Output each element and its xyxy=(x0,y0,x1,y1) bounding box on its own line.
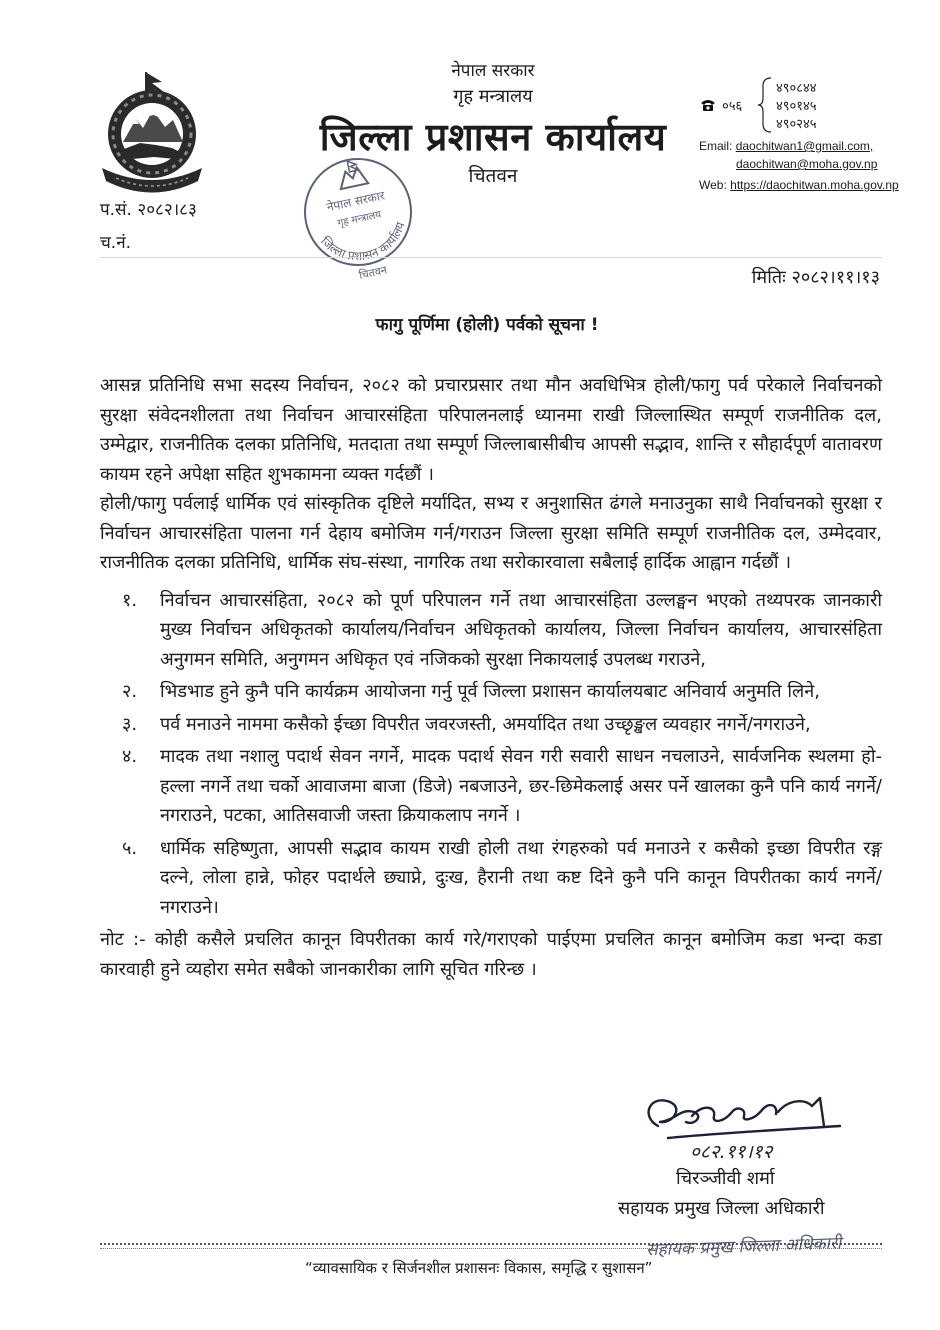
phone-number: ४९०८४४ xyxy=(776,81,817,96)
seal-line-district: चितवन xyxy=(357,263,389,283)
list-item-text: पर्व मनाउने नाममा कसैको ईच्छा विपरीत जवरजस्ती, अमर्यादित तथा उच्छृङ्खल व्यवहार नगर्ने/नगराउने, xyxy=(160,713,811,735)
web-line xyxy=(699,178,899,192)
note-paragraph: नोट :- कोही कसैले प्रचलित कानून विपरीतका कार्य गरे/गराएको पाईएमा प्रचलित कानून बमोजिम कडा भन्दा कडा कारवाही हुने व्यहोरा समेत सबैको जानकारीका लागि सूचित गरिन्छ । xyxy=(100,929,882,980)
office-name: जिल्ला प्रशासन कार्यालय xyxy=(319,115,667,159)
district-name: चितवन xyxy=(468,165,518,187)
list-item xyxy=(100,834,882,923)
header-divider xyxy=(100,257,882,258)
signatory-designation: सहायक प्रमुख जिल्ला अधिकारी xyxy=(618,1198,825,1219)
signatory-name: चिरञ्जीवी शर्मा xyxy=(676,1168,775,1189)
list-item-text: भिडभाड हुने कुनै पनि कार्यक्रम आयोजना गर्नु पूर्व जिल्ला प्रशासन कार्यालयबाट अनिवार्य अनुमति लिने, xyxy=(160,681,820,702)
nepal-emblem-icon xyxy=(94,70,210,194)
list-item-text: निर्वाचन आचारसंहिता, २०८२ को पूर्ण परिपालन गर्ने तथा आचारसंहिता उल्लङ्घन भएको तथ्यपरक जानकारी मुख्य निर्वाचन अधिकृतको कार्यालय/निर्वाचन अधिकृतको कार्यालय, जिल्ला निर्वाचन कार्यालय, आचारसंहिता अनुगमन समिति, अनुगमन अधिकृत एवं नजिकको सुरक्षा निकायलाई उपलब्ध गराउने, xyxy=(160,589,882,670)
appeal-paragraph: होली/फागु पर्वलाई धार्मिक एवं सांस्कृतिक दृष्टिले मर्यादित, सभ्य र अनुशासित ढंगले मनाउनुका साथै निर्वाचनको सुरक्षा र निर्वाचन आचारसंहिता पालना गर्न देहाय बमोजिम गर्न/गराउन जिल्ला सुरक्षा समिति सम्पूर्ण राजनीतिक दल, उम्मेदवार, राजनीतिक दलका प्रतिनिधि, धार्मिक संघ-संस्था, नागरिक तथा सरोकारवाला सबैलाई हार्दिक आह्वान गर्दछौं । xyxy=(100,493,882,573)
list-item xyxy=(100,586,882,675)
dispatch-number: च.नं. xyxy=(100,233,132,253)
seal-line-ministry: गृह मन्त्रालय xyxy=(336,209,383,230)
phone-number: ४९०२४५ xyxy=(776,117,817,132)
email-link-primary[interactable]: daochitwan1@gmail.com, xyxy=(735,139,874,153)
list-item xyxy=(100,710,882,740)
office-seal xyxy=(288,150,433,285)
list-item xyxy=(100,742,882,831)
phone-icon xyxy=(700,98,716,112)
ministry-name: गृह मन्त्रालय xyxy=(453,86,533,107)
brace-icon xyxy=(757,76,773,134)
reference-number: प.सं. २०८२।८३ xyxy=(100,200,197,220)
designation-stamp: सहायक प्रमुख जिल्ला अधिकारी xyxy=(645,1233,842,1261)
web-label: Web: xyxy=(699,178,727,192)
list-item-number: ४. xyxy=(122,746,138,767)
government-name: नेपाल सरकार xyxy=(451,61,535,81)
list-item-text: धार्मिक सहिष्णुता, आपसी सद्भाव कायम राखी होली तथा रंगहरुको पर्व मनाउने र कसैको इच्छा विपरीत रङ्ग दल्ने, लोला हान्ने, फोहर पदार्थले छ्याप्ने, दुःख, हैरानी तथा कष्ट दिने कुनै पनि कानून विपरीतका कार्य नगर्ने/नगराउने। xyxy=(160,837,882,918)
signature-stroke xyxy=(692,1105,776,1121)
signature-stroke xyxy=(649,1100,699,1126)
intro-paragraph: आसन्न प्रतिनिधि सभा सदस्य निर्वाचन, २०८२ को प्रचारप्रसार तथा मौन अवधिभित्र होली/फागु पर्व परेकाले निर्वाचनको सुरक्षा संवेदनशीलता तथा निर्वाचन आचारसंहिता परिपालनलाई ध्यानमा राखी जिल्लास्थित सम्पूर्ण राजनीतिक दल, उम्मेद्वार, राजनीतिक दलका प्रतिनिधि, मतदाता तथा सम्पूर्ण जिल्लाबासीबीच आपसी सद्भाव, शान्ति र सौहार्दपूर्ण वातावरण कायम रहने अपेक्षा सहित शुभकामना व्यक्त गर्दछौं । xyxy=(100,375,882,485)
email-label: Email: xyxy=(699,139,733,153)
email-link-secondary[interactable]: daochitwan@moha.gov.np xyxy=(736,157,878,171)
signature-stroke xyxy=(778,1098,824,1126)
website-link[interactable]: https://daochitwan.moha.gov.np xyxy=(730,178,899,192)
list-item-number: २. xyxy=(122,681,138,702)
list-item-text: मादक तथा नशालु पदार्थ सेवन नगर्ने, मादक पदार्थ सेवन गरी सवारी साधन नचलाउने, सार्वजनिक स्थलमा हो-हल्ला नगर्ने तथा चर्को आवाजमा बाजा (डिजे) नबजाउने, छर-छिमेकलाई असर पर्ने खालका कुनै पनि कार्य नगर्ने/नगराउने, पटका, आतिसवाजी जस्ता क्रियाकलाप नगर्ने । xyxy=(160,746,882,826)
seal-arc-office: जिल्ला प्रशासन कार्यालय xyxy=(317,220,408,264)
list-item-number: ५. xyxy=(122,837,138,859)
footer-motto: “व्यावसायिक र सिर्जनशील प्रशासनः विकास, समृद्धि र सुशासन” xyxy=(305,1259,653,1277)
seal-line-government: नेपाल सरकार xyxy=(325,188,386,215)
signature-underline xyxy=(668,1126,840,1138)
notice-body xyxy=(100,371,882,984)
handwritten-signature xyxy=(628,1086,853,1168)
list-item xyxy=(100,677,882,707)
phone-area-code: ०५६ xyxy=(722,99,743,114)
issue-date: मितिः २०८२।११।१३ xyxy=(751,267,880,288)
list-item-number: ३. xyxy=(122,713,138,735)
instruction-list xyxy=(100,586,882,923)
notice-title: फागु पूर्णिमा (होली) पर्वको सूचना ! xyxy=(375,315,599,335)
list-item-number: १. xyxy=(122,589,138,611)
signature-date: ०८२.११।१२ xyxy=(690,1141,773,1163)
email-line-secondary xyxy=(736,157,877,171)
phone-number: ४९०१४५ xyxy=(776,99,817,114)
email-line xyxy=(699,139,873,153)
